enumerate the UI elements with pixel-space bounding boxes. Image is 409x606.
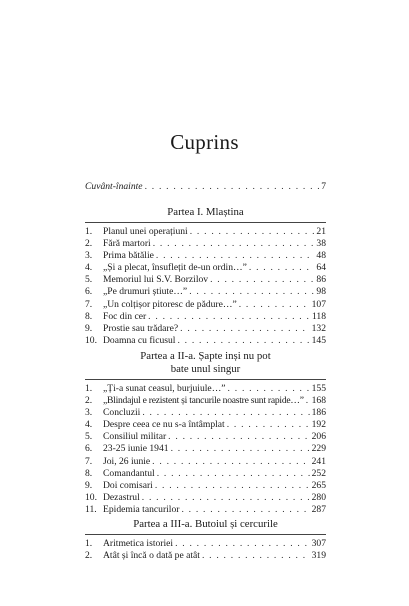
entry-label: Doi comisari [103,479,153,491]
part-2 [85,350,326,516]
entry-label: Atât și încă o dată pe atât [103,550,200,562]
entry-number: 7. [85,298,93,310]
part-heading-continued: bate unul singur [170,363,241,375]
part-heading: Partea I. Mlaștina [167,206,244,218]
entry-number: 11. [85,503,97,515]
entry-label: Epidemia tancurilor [103,503,180,515]
leader-dots [156,250,315,262]
entry-number: 5. [85,274,93,286]
entry-number: 10. [85,334,97,346]
toc-entry [85,226,326,238]
entry-page: 145 [311,334,326,346]
part-1-entries [85,226,326,347]
entry-label: Prostie sau trădare? [103,322,179,334]
entry-label: Doamna cu ficusul [103,334,176,346]
entry-page: 206 [311,431,326,443]
entry-page: 307 [311,538,326,549]
entry-label: Planul unei operațiuni [103,226,188,237]
leader-dots [153,238,315,250]
leader-dots [189,286,314,298]
entry-label: Aritmetica istoriei [103,538,174,549]
entry-number: 3. [85,407,93,419]
entry-number: 8. [85,310,93,322]
entry-page: 118 [311,310,326,322]
entry-number: 1. [85,226,93,237]
part-3-entries [85,538,326,562]
leader-dots [145,181,320,193]
part-heading: Partea a II-a. Șapte inși nu pot [140,350,271,362]
toc-entry [85,383,326,395]
entry-page: 265 [311,479,326,491]
toc-entry [85,323,326,335]
entry-page: 229 [311,443,326,455]
entry-label: Consiliul militar [103,431,167,443]
leader-dots [171,443,310,455]
entry-page: 48 [316,250,326,262]
entry-label: Concluzii [103,407,141,419]
entry-number: 4. [85,262,93,274]
entry-page: 155 [311,383,326,394]
page-title: Cuprins [170,130,239,154]
toc-entry [85,468,326,480]
leader-dots [239,299,310,311]
entry-label: Foc din cer [103,310,147,322]
leader-dots [249,262,315,274]
entry-label: Memoriul lui S.V. Borzilov [103,274,209,286]
leader-dots [148,311,310,323]
toc-entry [85,238,326,250]
toc-entry [85,538,326,550]
entry-label: Despre ceea ce nu s-a întâmplat [103,419,225,431]
entry-page: 192 [311,419,326,431]
entry-label: Fără martori [103,238,151,250]
leader-dots [180,323,309,335]
toc-entry [85,492,326,504]
toc-entry [85,419,326,431]
entry-page: 252 [311,467,326,479]
entry-number: 1. [85,538,93,549]
entry-page: 38 [316,238,326,250]
entry-label: Prima bătălie [103,250,154,262]
toc-entry [85,299,326,311]
leader-dots [142,407,309,419]
entry-page: 132 [311,322,326,334]
leader-dots [181,504,309,516]
entry-page: 280 [311,491,326,503]
leader-dots [306,395,310,407]
toc-entry [85,550,326,562]
foreword-page: 7 [321,181,326,192]
toc-entry [85,443,326,455]
entry-number: 6. [85,443,93,455]
entry-label: „Blindajul e rezistent și tancurile noastre sunt rapide…” [103,395,304,407]
part-3 [85,518,326,562]
entry-number: 2. [85,395,93,407]
toc-entry [85,395,326,407]
leader-dots [168,431,309,443]
leader-dots [210,274,314,286]
entry-page: 107 [311,298,326,310]
part-2-entries [85,383,326,516]
entry-number: 8. [85,467,93,479]
toc-entry [85,262,326,274]
toc-entry [85,274,326,286]
entry-page: 241 [311,455,326,467]
toc-entry [85,311,326,323]
toc-entry [85,456,326,468]
toc-entry [85,407,326,419]
leader-dots [152,456,309,468]
foreword-entry [85,181,326,193]
entry-number: 4. [85,419,93,431]
entry-number: 10. [85,491,97,503]
entry-page: 86 [316,274,326,286]
leader-dots [177,335,309,347]
entry-page: 186 [311,407,326,419]
leader-dots [228,383,310,395]
toc-entry [85,431,326,443]
entry-label: „Pe drumuri știute…” [103,286,188,298]
toc-entry [85,504,326,516]
leader-dots [175,538,310,550]
leader-dots [227,419,310,431]
toc-entry [85,480,326,492]
toc-entry [85,335,326,347]
entry-number: 9. [85,322,93,334]
entry-label: 23-25 iunie 1941 [103,443,169,455]
entry-number: 7. [85,455,93,467]
entry-label: Comandantul [103,467,155,479]
leader-dots [155,480,310,492]
leader-dots [190,226,315,238]
entry-label: Joi, 26 iunie [103,455,151,467]
entry-number: 6. [85,286,93,298]
entry-page: 21 [316,226,326,237]
part-heading: Partea a III-a. Butoiul și cercurile [133,518,278,530]
entry-page: 98 [316,286,326,298]
entry-page: 168 [311,395,326,407]
entry-label: Dezastrul [103,491,140,503]
entry-page: 287 [311,503,326,515]
entry-label: „Și a plecat, însuflețit de-un ordin…” [103,262,247,274]
entry-number: 3. [85,250,93,262]
entry-number: 9. [85,479,93,491]
leader-dots [142,492,310,504]
entry-number: 1. [85,383,93,394]
entry-page: 64 [316,262,326,274]
part-1 [85,206,326,347]
toc-entry [85,250,326,262]
foreword-label: Cuvânt-înainte [85,181,143,192]
entry-number: 5. [85,431,93,443]
toc-entry [85,286,326,298]
entry-label: „Ți-a sunat ceasul, burjuiule…” [103,383,226,394]
leader-dots [202,550,310,562]
entry-number: 2. [85,550,93,562]
leader-dots [157,468,310,480]
entry-label: „Un colțișor pitoresc de pădure…” [103,298,237,310]
entry-page: 319 [311,550,326,562]
entry-number: 2. [85,238,93,250]
